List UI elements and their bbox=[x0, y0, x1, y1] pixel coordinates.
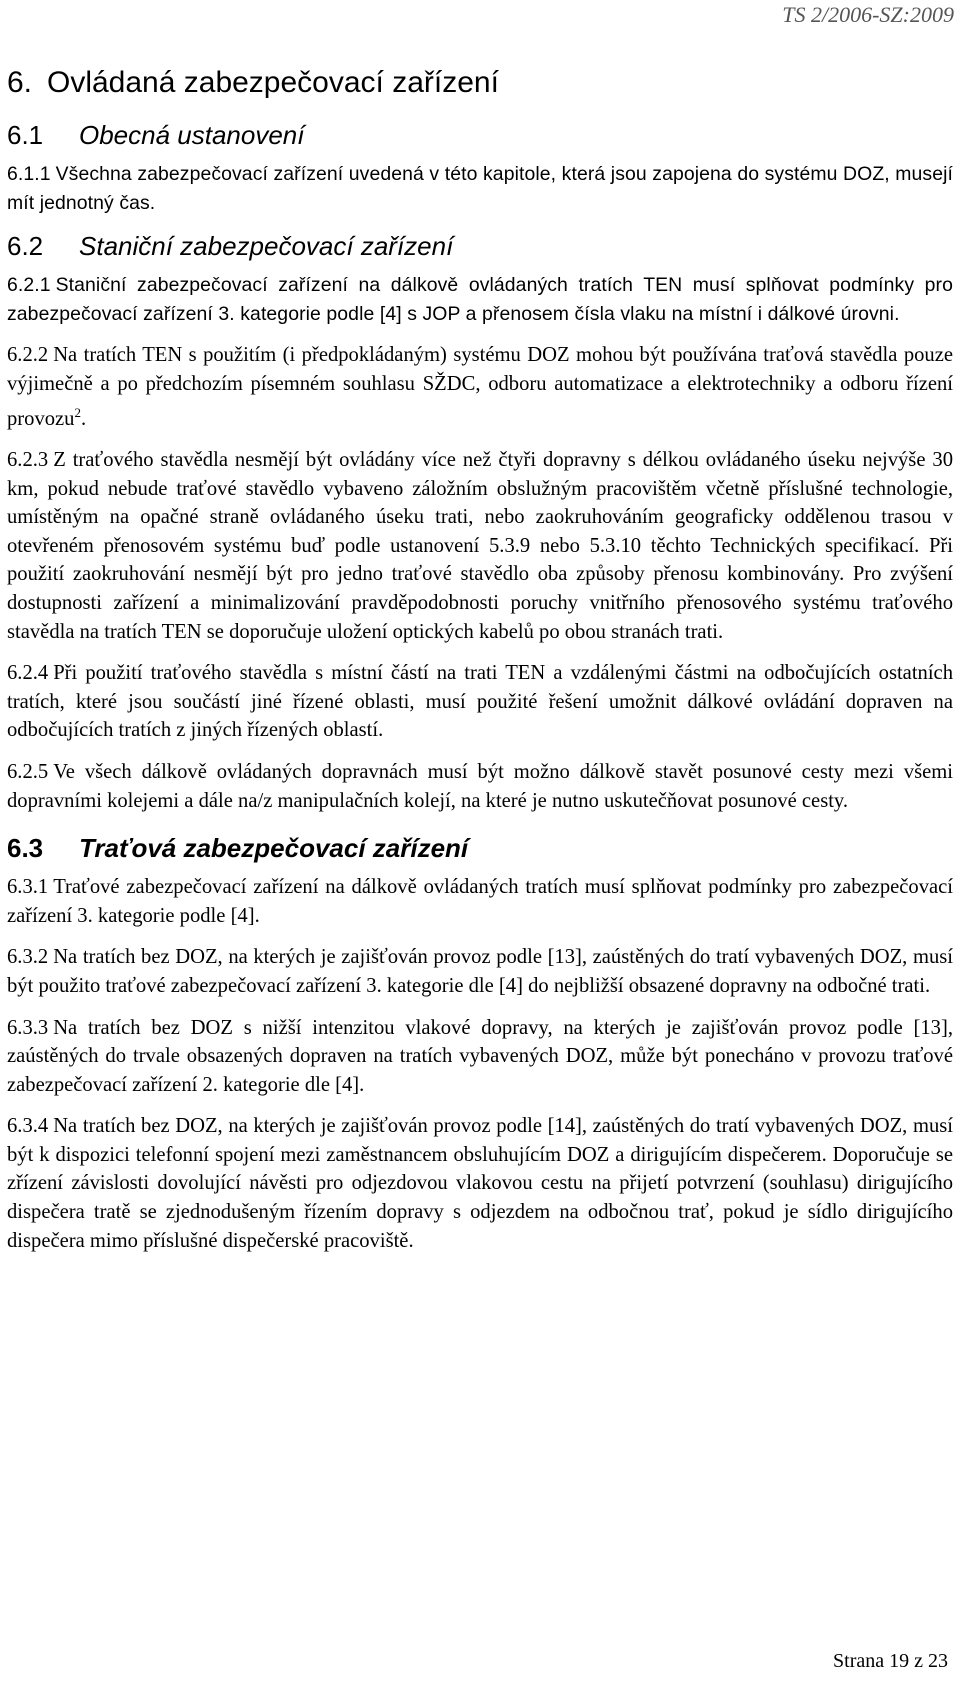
section-6-1-heading bbox=[7, 119, 953, 151]
paragraph-text: Ve všech dálkově ovládaných dopravnách musí být možno dálkově stavět posunové cesty mezi všemi dopravními kolejemi a dále na/z manipulačních kolejí, na které je nutno uskutečňovat posunové cesty. bbox=[7, 760, 953, 812]
paragraph-number: 6.3.3 bbox=[7, 1016, 49, 1039]
paragraph-6-2-5 bbox=[7, 758, 953, 815]
paragraph-text: Na tratích bez DOZ s nižší intenzitou vlakové dopravy, na kterých je zajišťován provoz podle [13], zaústěných do trvale obsazených dopraven na tratích vybavených DOZ, může být ponecháno v provozu traťové zabezpečovací zařízení 2. kategorie dle [4]. bbox=[7, 1016, 953, 1096]
paragraph-text: Z traťového stavědla nesmějí být ovládány více než čtyři dopravny s délkou ovládaného úseku nejvýše 30 km, pokud nebude traťové stavědlo vybaveno záložním obslužným pracovištěm včetně příslušné technologie, umístěným na opačné straně ovládaného úseku trati, nebo zaokruhováním geograficky oddělenou trasou v otevřeném přenosovém systému buď podle ustanovení 5.3.9 nebo 5.3.10 těchto Technických specifikací. Při použití zaokruhování nesmějí být pro jedno traťové stavědlo oba způsoby přenosu kombinovány. Pro zvýšení dostupnosti zařízení a minimalizování pravděpodobnosti poruchy vnitřního přenosového systému traťového stavědla na tratích TEN se doporučuje uložení optických kabelů po obou stranách trati. bbox=[7, 449, 953, 643]
paragraph-number: 6.2.5 bbox=[7, 760, 49, 783]
paragraph-6-3-2 bbox=[7, 943, 953, 1000]
paragraph-6-3-4 bbox=[7, 1112, 953, 1255]
section-title: Traťová zabezpečovací zařízení bbox=[79, 833, 469, 864]
paragraph-number: 6.1.1 bbox=[7, 163, 51, 185]
paragraph-6-2-1 bbox=[7, 271, 953, 328]
section-number: 6.3 bbox=[7, 833, 44, 864]
paragraph-6-2-3 bbox=[7, 446, 953, 646]
document-code: TS 2/2006-SZ:2009 bbox=[782, 2, 954, 27]
section-6-3-heading bbox=[7, 832, 953, 864]
section-number: 6.2 bbox=[7, 231, 44, 262]
paragraph-number: 6.2.4 bbox=[7, 662, 49, 685]
section-title: Staniční zabezpečovací zařízení bbox=[79, 231, 454, 262]
section-title: Ovládaná zabezpečovací zařízení bbox=[47, 66, 499, 99]
paragraph-number: 6.2.3 bbox=[7, 449, 49, 472]
section-title: Obecná ustanovení bbox=[79, 120, 305, 150]
paragraph-number: 6.3.2 bbox=[7, 946, 49, 969]
paragraph-number: 6.2.2 bbox=[7, 344, 49, 367]
paragraph-text: Staniční zabezpečovací zařízení na dálkově ovládaných tratích TEN musí splňovat podmínky pro zabezpečovací zařízení 3. kategorie podle [4] s JOP a přenosem čísla vlaku na místní i dálkové úrovni. bbox=[7, 274, 953, 325]
paragraph-number: 6.3.4 bbox=[7, 1115, 49, 1138]
paragraph-text: Na tratích bez DOZ, na kterých je zajišťován provoz podle [14], zaústěných do tratí vybavených DOZ, musí být k dispozici telefonní spojení mezi zaměstnancem obsluhujícím DOZ a dirigujícím dispečerem. Doporučuje se zřízení závislosti dovolující návěsti pro odjezdovou vlakovou cestu na přijetí potvrzení (souhlasu) dirigujícího dispečera tratě se zjednodušeným řízením dopravy s odjezdem na odbočnou trať, pokud je sídlo dirigujícího dispečera mimo příslušné dispečerské pracoviště. bbox=[7, 1115, 953, 1252]
paragraph-6-2-2 bbox=[7, 341, 953, 433]
paragraph-6-3-3 bbox=[7, 1014, 953, 1100]
page-number: Strana 19 z 23 bbox=[833, 1650, 948, 1672]
paragraph-text: Všechna zabezpečovací zařízení uvedená v této kapitole, která jsou zapojena do systému DOZ, musejí mít jednotný čas. bbox=[7, 163, 953, 214]
footnote-marker: 2 bbox=[74, 404, 81, 420]
section-6-2-heading bbox=[7, 230, 953, 262]
section-6-heading bbox=[7, 66, 953, 100]
paragraph-6-2-4 bbox=[7, 659, 953, 745]
paragraph-text: Při použití traťového stavědla s místní částí na trati TEN a vzdálenými částmi na odbočujících ostatních tratích, které jsou součástí jiné řízené oblasti, musí použité řešení umožnit dálkové ovládání dopraven na odbočujících tratích z jiných řízených oblastí. bbox=[7, 662, 953, 742]
paragraph-text: Na tratích TEN s použitím (i předpokládaným) systému DOZ mohou být používána traťová stavědla pouze výjimečně a po předchozím písemném souhlasu SŽDC, odboru automatizace a elektrotechniky a odboru řízení provozu bbox=[7, 344, 953, 430]
paragraph-6-3-1 bbox=[7, 873, 953, 930]
paragraph-number: 6.3.1 bbox=[7, 876, 49, 899]
paragraph-end: . bbox=[80, 407, 87, 430]
paragraph-number: 6.2.1 bbox=[7, 274, 51, 297]
paragraph-6-1-1 bbox=[7, 160, 953, 217]
paragraph-text: Traťové zabezpečovací zařízení na dálkově ovládaných tratích musí splňovat podmínky pro zabezpečovací zařízení 3. kategorie podle [4]. bbox=[7, 876, 953, 927]
section-number: 6.1 bbox=[7, 120, 44, 150]
section-number: 6. bbox=[7, 66, 33, 99]
document-body bbox=[7, 66, 953, 1268]
paragraph-text: Na tratích bez DOZ, na kterých je zajišťován provoz podle [13], zaústěných do tratí vybavených DOZ, musí být použito traťové zabezpečovací zařízení 3. kategorie dle [4] do nejbližší obsazené dopravny na odbočné trati. bbox=[7, 946, 953, 997]
